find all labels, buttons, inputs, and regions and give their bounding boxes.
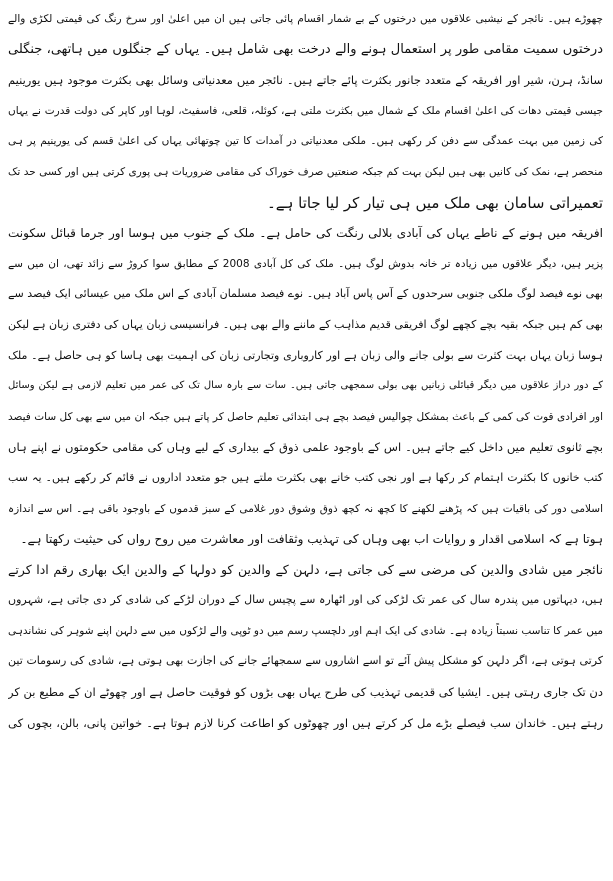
text-line: رہتے ہیں۔ خاندان سب فیصلے بڑے مل کر کرتے ہیں اور چھوٹوں کو اطاعت کرنا لازم ہوتا ہے۔ خواتین پانی، بالن، بچوں کی <box>8 715 603 730</box>
text-line: پزیر ہیں، دیگر علاقوں میں زیادہ تر خانہ بدوش لوگ ہیں۔ ملک کی کل آبادی 2008 کے مطابق سوا کروڑ سے زائد تھی، ان میں سے <box>8 257 603 270</box>
text-line: دن تک جاری رہتی ہیں۔ ایشیا کی قدیمی تہذیب کی طرح یہاں بھی بڑوں کو فوقیت حاصل ہے اور چھوٹے ان کے مطیع بن کر <box>8 685 603 700</box>
text-line: درختوں سمیت مقامی طور پر استعمال ہونے والے درخت بھی شامل ہیں۔ یہاں کے جنگلوں میں ہاتھی، جنگلی <box>8 41 603 57</box>
text-line: بچے ثانوی تعلیم میں داخل کیے جاتے ہیں۔ اس کے باوجود علمی ذوق کے بیداری کے لیے وہاں کی مقامی حکومتوں نے اپنے ہاں <box>8 440 603 455</box>
text-line: افریقہ میں ہونے کے ناطے یہاں کی آبادی بلالی رنگت کی حامل ہے۔ ملک کے جنوب میں ہوسا اور جرما قبائل سکونت <box>8 226 603 241</box>
text-line: چھوڑے ہیں۔ نائجر کے نیشبی علاقوں میں درختوں کے بے شمار اقسام پائی جاتی ہیں ان میں اعلیٰ اور سرخ رنگ کی قیمتی لکڑی والے <box>8 13 603 25</box>
text-line: ہوتا ہے کہ اسلامی اقدار و روایات اب بھی وہاں کی تہذیب وثقافت اور معاشرت میں روح رواں کی حیثیت رکھتا ہے۔ <box>20 532 603 547</box>
text-line: کے دور دراز علاقوں میں دیگر قبائلی زبانیں بھی بولی سمجھی جاتی ہیں۔ سات سے بارہ سال تک کی عمر میں تعلیم لازمی ہے لیکن وسائل <box>8 380 603 392</box>
text-line: کی زمین میں بہت عمدگی سے دفن کر رکھی ہیں۔ ملکی معدنیاتی در آمدات کا تین چوتھائی یہاں کی اعلیٰ قسم کی یورینیم پر ہی <box>8 135 603 148</box>
text-line: کرتی ہوتی ہے، اگر دلہن کو مشکل پیش آئے تو اسے اشاروں سے سمجھائے جانے کی اجازت بھی ہوتی ہے، شادی کی رسومات تین <box>8 654 603 668</box>
text-line: سانڈ، ہرن، شیر اور افریقہ کے متعدد جانور بکثرت پائے جاتے ہیں۔ نائجر میں معدنیاتی وسائل بھی بکثرت موجود ہیں یورینیم <box>8 73 603 88</box>
text-line: میں عمر کا تناسب نسبتاً زیادہ ہے۔ شادی کی ایک اہم اور دلچسپ رسم میں دو ٹوپی والے لڑکوں میں سے دلہن اپنے شوہر کی نشاندہی <box>8 624 603 637</box>
text-line: تعمیراتی سامان بھی ملک میں ہی تیار کر لیا جاتا ہے۔ <box>266 193 603 212</box>
text-line: بھی کم ہیں جبکہ بقیہ بچے کچھے لوگ افریقی قدیم مذاہب کے ماننے والے بھی ہیں۔ فرانسیسی زبان یہاں کی دفتری زبان ہے لیکن <box>8 317 603 331</box>
text-line: ہیں، دیہاتوں میں پندرہ سال کی عمر تک لڑکی کی اور اٹھارہ سے پچیس سال کے دوران لڑکے کی شادی کر دی جاتی ہے، شہروں <box>8 593 603 607</box>
text-line: منحصر ہے، نمک کی کانیں بھی ہیں لیکن بہت کم جبکہ صنعتیں صرف خوراک کی مقامی ضروریات ہی پوری کرتی ہیں اور کسی حد تک <box>8 165 603 178</box>
text-line: جیسی قیمتی دھات کی اعلیٰ اقسام ملک کے شمال میں بکثرت ملتی ہے، کوئلہ، قلعی، فاسفیٹ، لوہا اور کاپر کی دولت قدرت نے یہاں <box>8 104 603 117</box>
text-line: کتب خانوں کا بکثرت اہتمام کر رکھا ہے اور نجی کتب خانے بھی بکثرت ملتے ہیں جو متعدد اداروں نے قائم کر رکھے ہیں۔ یہ سب <box>8 470 603 484</box>
text-line: اسلامی دور کی باقیات ہیں کہ پڑھنے لکھنے کا کچھ نہ کچھ ذوق وشوق دور غلامی کے سبز قدموں کے باوجود باقی ہے۔ اس سے اندازہ <box>8 502 603 515</box>
text-line: بھی نوے فیصد لوگ ملکی جنوبی سرحدوں کے آس پاس آباد ہیں۔ نوے فیصد مسلمان آبادی کے اس ملک میں عیسائی ایک فیصد سے <box>8 287 603 301</box>
text-line: نائجر میں شادی والدین کی مرضی سے کی جاتی ہے، دلہن کے والدین کو دولہا کے والدین ایک بھاری رقم ادا کرتے <box>8 561 603 577</box>
text-line: ہوسا زبان یہاں بہت کثرت سے بولی جانے والی زبان ہے اور کاروباری وتجارتی زبان کی اہمیت بھی ہاسا کو ہی حاصل ہے۔ ملک <box>8 348 603 362</box>
text-line: اور افرادی قوت کی کمی کے باعث بمشکل چوالیس فیصد بچے ہی ابتدائی تعلیم حاصل کر پاتے ہیں جبکہ ان میں سے بھی کل سات فیصد <box>8 410 603 423</box>
